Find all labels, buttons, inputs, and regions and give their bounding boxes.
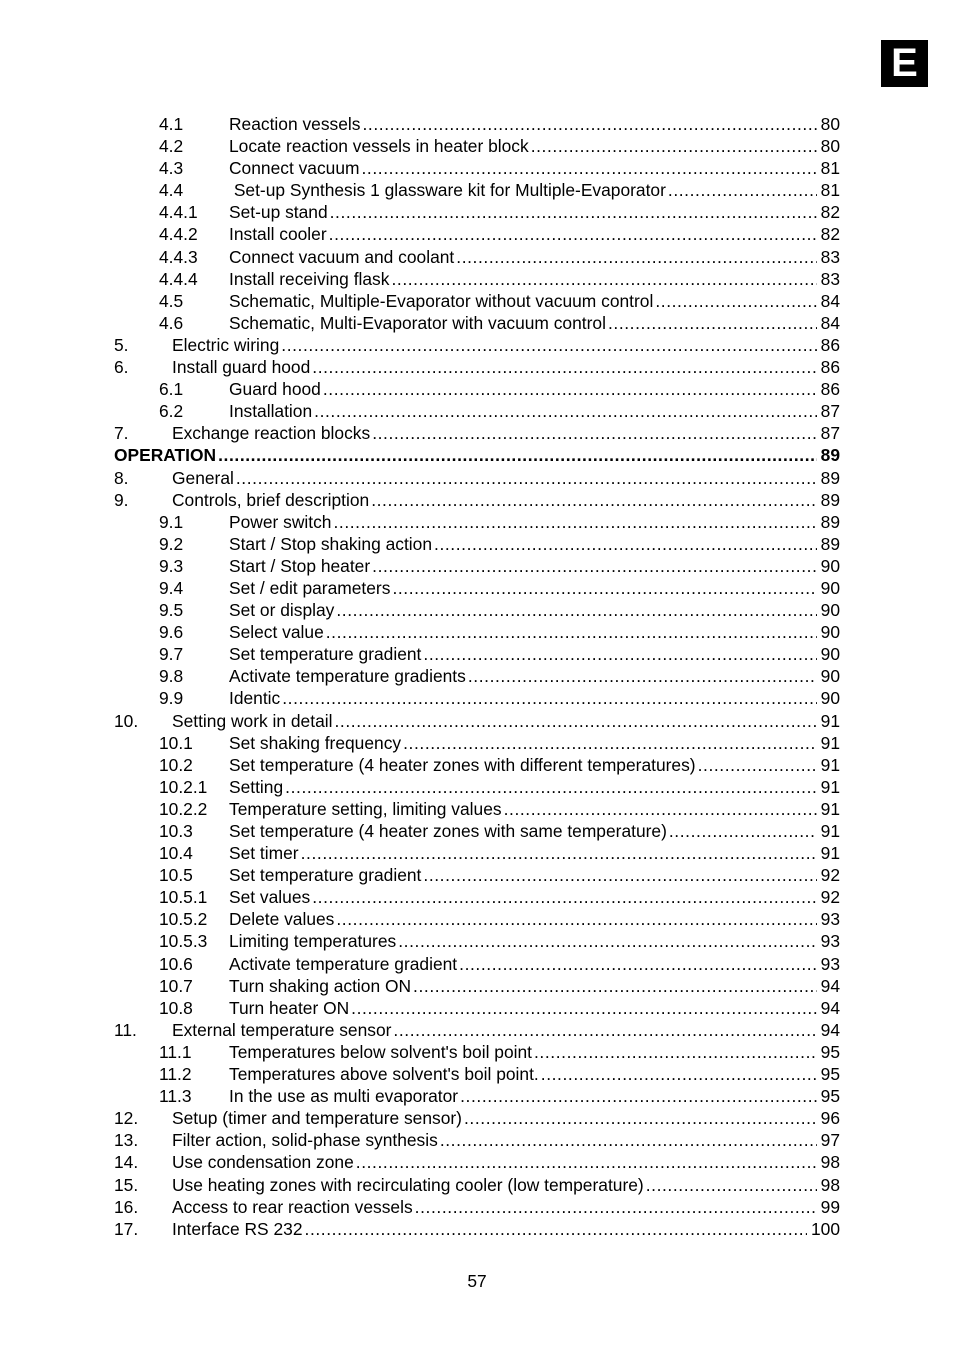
toc-entry-page: 89	[820, 467, 840, 488]
toc-entry-title: Limiting temperatures	[229, 931, 397, 952]
toc-dot-leader	[655, 290, 816, 312]
toc-entry-number: 4.4.3	[159, 246, 198, 267]
page-number: 57	[467, 1271, 487, 1291]
toc-entry	[0, 511, 954, 533]
toc-entry	[0, 356, 954, 378]
toc-dot-leader	[423, 643, 816, 665]
toc-entry-number: 10.5	[159, 865, 193, 886]
toc-dot-leader	[356, 1151, 817, 1173]
toc-entry-page: 86	[820, 334, 840, 355]
toc-entry-title: Set temperature (4 heater zones with same temperature)	[229, 821, 667, 841]
toc-entry-number: 4.4	[159, 180, 184, 201]
toc-entry-page: 91	[820, 798, 840, 819]
toc-entry-title: Delete values	[229, 909, 335, 930]
toc-entry-page: 80	[820, 114, 840, 134]
toc-entry	[0, 621, 954, 643]
toc-entry-title: Schematic, Multi-Evaporator with vacuum control	[229, 312, 606, 333]
toc-entry-number: 10.4	[159, 843, 193, 864]
toc-entry-page: 81	[820, 180, 840, 201]
toc-dot-leader	[413, 975, 817, 997]
toc-entry	[0, 312, 954, 334]
language-tab: E	[881, 40, 928, 87]
toc-dot-leader	[646, 1174, 817, 1196]
toc-entry-page: 86	[820, 379, 840, 400]
toc-entry-page: 87	[820, 401, 840, 422]
toc-dot-leader	[440, 1129, 817, 1151]
toc-entry-page: 98	[820, 1174, 840, 1195]
toc-entry	[0, 444, 954, 466]
toc-entry-title: Set temperature gradient	[229, 644, 422, 665]
toc-entry-page: 94	[820, 1019, 840, 1040]
toc-entry-page: 89	[820, 533, 840, 554]
toc-entry-page: 82	[820, 224, 840, 245]
toc-entry-title: Use condensation zone	[172, 1152, 354, 1173]
toc-entry-page: 89	[820, 445, 840, 466]
toc-entry-number: 8.	[114, 467, 129, 488]
toc-dot-leader	[351, 997, 816, 1019]
toc-entry-number: 10.6	[159, 953, 193, 974]
toc-dot-leader	[415, 1196, 817, 1218]
toc-entry	[0, 930, 954, 952]
toc-dot-leader	[459, 953, 817, 975]
toc-entry	[0, 1041, 954, 1063]
toc-entry-number: 6.	[114, 357, 129, 378]
toc-dot-leader	[301, 842, 817, 864]
toc-entry	[0, 754, 954, 776]
toc-dot-leader	[334, 710, 816, 732]
toc-entry-page: 93	[820, 953, 840, 974]
toc-entry-number: 6.2	[159, 401, 184, 422]
toc-entry	[0, 665, 954, 687]
toc-entry-number: 4.2	[159, 136, 184, 157]
toc-dot-leader	[312, 886, 816, 908]
toc-dot-leader	[336, 908, 816, 930]
toc-entry-title: Turn shaking action ON	[229, 975, 412, 996]
toc-entry	[0, 1063, 954, 1085]
toc-entry-number: 14.	[114, 1152, 139, 1173]
toc-entry-number: 15.	[114, 1174, 139, 1195]
toc-entry	[0, 687, 954, 709]
toc-dot-leader	[534, 1041, 817, 1063]
toc-entry-number: 4.4.2	[159, 224, 198, 245]
toc-entry-number: 10.7	[159, 975, 193, 996]
toc-entry-title: Set values	[229, 887, 311, 908]
toc-entry	[0, 710, 954, 732]
toc-entry-title: Install guard hood	[172, 357, 311, 378]
toc-entry-page: 91	[820, 710, 840, 731]
toc-entry	[0, 1151, 954, 1173]
toc-entry-page: 87	[820, 423, 840, 444]
toc-entry	[0, 776, 954, 798]
toc-entry-number: 9.	[114, 489, 129, 510]
toc-dot-leader	[372, 555, 817, 577]
toc-entry	[0, 908, 954, 930]
toc-entry-number: 7.	[114, 423, 129, 444]
toc-entry-number: 4.5	[159, 290, 184, 311]
toc-entry-number: 10.2.2	[159, 798, 208, 819]
toc-entry	[0, 489, 954, 511]
toc-entry-number: 9.5	[159, 600, 184, 621]
toc-entry-title: OPERATION	[114, 445, 217, 466]
toc-dot-leader	[312, 356, 816, 378]
toc-entry	[0, 467, 954, 489]
toc-entry-title: Connect vacuum	[229, 158, 360, 179]
toc-entry-page: 90	[820, 688, 840, 709]
toc-entry-title: Guard hood	[229, 379, 321, 400]
toc-entry-page: 89	[820, 489, 840, 510]
toc-entry-title: Setup (timer and temperature sensor)	[172, 1108, 462, 1129]
toc-entry-title: Locate reaction vessels in heater block	[229, 136, 529, 157]
toc-dot-leader	[464, 1107, 817, 1129]
toc-dot-leader	[329, 223, 817, 245]
toc-entry-number: 9.8	[159, 666, 184, 687]
toc-entry-title: Set-up stand	[229, 202, 328, 223]
toc-entry-page: 93	[820, 931, 840, 952]
toc-entry-number: 9.3	[159, 555, 184, 576]
toc-dot-leader	[305, 1218, 807, 1240]
toc-entry-title: Temperature setting, limiting values	[229, 798, 502, 819]
toc-entry	[0, 1107, 954, 1129]
toc-entry-number: 4.4.4	[159, 268, 198, 289]
toc-dot-leader	[323, 378, 817, 400]
toc-dot-leader	[285, 776, 817, 798]
toc-entry	[0, 975, 954, 997]
toc-entry	[0, 643, 954, 665]
toc-entry	[0, 113, 954, 135]
toc-dot-leader	[391, 268, 816, 290]
toc-entry-title: Identic	[229, 688, 281, 709]
toc-entry	[0, 157, 954, 179]
toc-entry	[0, 1129, 954, 1151]
toc-entry-page: 91	[820, 843, 840, 864]
toc-entry-title: Exchange reaction blocks	[172, 423, 371, 444]
toc-entry	[0, 599, 954, 621]
toc-entry-number: 17.	[114, 1218, 139, 1239]
toc-entry	[0, 179, 954, 201]
toc-dot-leader	[218, 444, 817, 466]
toc-entry-number: 10.1	[159, 732, 193, 753]
toc-entry-title: Use heating zones with recirculating cooler (low temperature)	[172, 1174, 644, 1195]
toc-entry	[0, 201, 954, 223]
toc-dot-leader	[282, 687, 816, 709]
toc-dot-leader	[362, 113, 816, 135]
toc-entry-number: 9.2	[159, 533, 184, 554]
toc-entry-number: 6.1	[159, 379, 184, 400]
toc-entry	[0, 422, 954, 444]
toc-entry-page: 98	[820, 1152, 840, 1173]
toc-entry-page: 91	[820, 754, 840, 775]
toc-dot-leader	[468, 665, 817, 687]
toc-entry	[0, 135, 954, 157]
toc-entry-page: 94	[820, 975, 840, 996]
toc-entry-page: 96	[820, 1108, 840, 1129]
toc-entry	[0, 732, 954, 754]
toc-entry-page: 83	[820, 246, 840, 267]
toc-entry-page: 99	[820, 1196, 840, 1217]
toc-entry-title: Turn heater ON	[229, 997, 350, 1018]
toc-entry-page: 80	[820, 136, 840, 157]
toc-entry-title: Set shaking frequency	[229, 732, 402, 753]
toc-entry-page: 86	[820, 357, 840, 378]
toc-dot-leader	[281, 334, 816, 356]
toc-entry	[0, 533, 954, 555]
toc-entry-title: Install receiving flask	[229, 268, 390, 289]
toc-dot-leader	[398, 930, 816, 952]
toc-entry-page: 95	[820, 1064, 840, 1085]
toc-dot-leader	[541, 1063, 817, 1085]
table-of-contents	[0, 113, 954, 1240]
toc-entry-page: 89	[820, 511, 840, 532]
toc-entry	[0, 577, 954, 599]
toc-entry-page: 97	[820, 1130, 840, 1151]
toc-dot-leader	[236, 467, 817, 489]
toc-entry	[0, 1019, 954, 1041]
toc-entry-title: Temperatures below solvent's boil point	[229, 1041, 532, 1062]
toc-entry	[0, 953, 954, 975]
toc-entry-title: Set temperature (4 heater zones with different temperatures)	[229, 754, 696, 775]
toc-entry-title: Setting work in detail	[172, 710, 333, 731]
toc-entry-page: 91	[820, 732, 840, 753]
toc-entry	[0, 223, 954, 245]
toc-entry-title: Set temperature gradient	[229, 865, 422, 886]
toc-entry-title: Start / Stop heater	[229, 555, 371, 576]
toc-entry-number: 5.	[114, 334, 129, 355]
toc-entry-number: 11.3	[159, 1086, 192, 1107]
toc-entry-title: Select value	[229, 622, 324, 643]
toc-entry-number: 10.2	[159, 754, 193, 775]
toc-dot-leader	[608, 312, 817, 334]
toc-entry-title: In the use as multi evaporator	[229, 1086, 459, 1107]
toc-entry-number: 9.9	[159, 688, 184, 709]
toc-dot-leader	[434, 533, 817, 555]
toc-entry-page: 93	[820, 909, 840, 930]
toc-entry-title: Set-up Synthesis 1 glassware kit for Multiple-Evaporator	[229, 180, 666, 201]
toc-entry-page: 90	[820, 577, 840, 598]
toc-entry-title: Reaction vessels	[229, 114, 361, 134]
toc-entry-title: Schematic, Multiple-Evaporator without vacuum control	[229, 290, 654, 311]
toc-dot-leader	[423, 864, 816, 886]
toc-entry-number: 4.4.1	[159, 202, 198, 223]
toc-entry	[0, 842, 954, 864]
toc-entry-number: 13.	[114, 1130, 139, 1151]
toc-entry-page: 95	[820, 1041, 840, 1062]
toc-dot-leader	[504, 798, 817, 820]
toc-entry-number: 11.	[114, 1019, 137, 1040]
toc-entry-page: 84	[820, 290, 840, 311]
toc-entry	[0, 290, 954, 312]
toc-entry-page: 90	[820, 600, 840, 621]
toc-entry-number: 9.6	[159, 622, 184, 643]
toc-dot-leader	[314, 400, 817, 422]
toc-entry-page: 82	[820, 202, 840, 223]
toc-entry-number: 10.3	[159, 821, 193, 841]
toc-dot-leader	[330, 201, 817, 223]
toc-entry-page: 83	[820, 268, 840, 289]
toc-entry-title: Access to rear reaction vessels	[172, 1196, 413, 1217]
toc-entry	[0, 997, 954, 1019]
toc-entry-number: 4.3	[159, 158, 184, 179]
toc-dot-leader	[531, 135, 817, 157]
toc-entry-page: 90	[820, 622, 840, 643]
toc-entry	[0, 1196, 954, 1218]
toc-entry	[0, 246, 954, 268]
toc-entry-number: 10.	[114, 710, 139, 731]
toc-dot-leader	[326, 621, 817, 643]
toc-dot-leader	[392, 577, 816, 599]
toc-entry-title: Setting	[229, 776, 284, 797]
toc-entry-number: 10.2.1	[159, 776, 208, 797]
toc-entry-number: 10.8	[159, 997, 193, 1018]
toc-entry-title: Electric wiring	[172, 334, 280, 355]
toc-entry-page: 90	[820, 644, 840, 665]
toc-entry-number: 9.7	[159, 644, 184, 665]
toc-entry-number: 9.1	[159, 511, 184, 532]
toc-dot-leader	[333, 511, 816, 533]
toc-entry-title: Activate temperature gradient	[229, 953, 458, 974]
toc-entry-title: General	[172, 467, 234, 488]
toc-entry-page: 91	[820, 776, 840, 797]
toc-entry-title: Interface RS 232	[172, 1218, 303, 1239]
toc-entry-number: 9.4	[159, 577, 184, 598]
toc-entry	[0, 798, 954, 820]
toc-entry-number: 4.1	[159, 114, 184, 134]
toc-dot-leader	[456, 246, 816, 268]
toc-dot-leader	[393, 1019, 816, 1041]
toc-entry-page: 84	[820, 312, 840, 333]
toc-entry	[0, 886, 954, 908]
toc-entry-page: 100	[810, 1218, 840, 1239]
toc-dot-leader	[669, 820, 817, 842]
toc-entry-number: 10.5.2	[159, 909, 208, 930]
toc-dot-leader	[668, 179, 817, 201]
toc-entry-page: 90	[820, 555, 840, 576]
toc-dot-leader	[371, 489, 816, 511]
toc-entry	[0, 555, 954, 577]
toc-entry-title: Install cooler	[229, 224, 327, 245]
toc-entry-title: Set timer	[229, 843, 299, 864]
toc-entry-title: Set or display	[229, 600, 335, 621]
toc-entry	[0, 820, 954, 842]
toc-entry-number: 11.2	[159, 1064, 192, 1085]
toc-dot-leader	[698, 754, 817, 776]
toc-entry-number: 10.5.3	[159, 931, 208, 952]
toc-dot-leader	[362, 157, 817, 179]
toc-entry	[0, 268, 954, 290]
toc-dot-leader	[372, 422, 816, 444]
toc-entry-title: Controls, brief description	[172, 489, 370, 510]
toc-entry-page: 95	[820, 1086, 840, 1107]
toc-entry-title: Temperatures above solvent's boil point.	[229, 1064, 539, 1085]
toc-entry	[0, 378, 954, 400]
toc-entry-title: Connect vacuum and coolant	[229, 246, 455, 267]
toc-entry-page: 94	[820, 997, 840, 1018]
toc-entry-page: 91	[820, 821, 840, 841]
toc-entry-number: 11.1	[159, 1041, 192, 1062]
toc-entry-number: 12.	[114, 1108, 139, 1129]
toc-entry	[0, 864, 954, 886]
toc-entry-number: 4.6	[159, 312, 184, 333]
toc-entry-number: 16.	[114, 1196, 139, 1217]
toc-entry-title: Set / edit parameters	[229, 577, 391, 598]
toc-entry-page: 92	[820, 887, 840, 908]
toc-entry-title: Installation	[229, 401, 313, 422]
toc-dot-leader	[403, 732, 817, 754]
toc-dot-leader	[336, 599, 816, 621]
toc-entry-title: Power switch	[229, 511, 332, 532]
toc-dot-leader	[460, 1085, 817, 1107]
toc-entry	[0, 1218, 954, 1240]
toc-entry	[0, 1085, 954, 1107]
toc-entry-title: External temperature sensor	[172, 1019, 392, 1040]
toc-entry	[0, 400, 954, 422]
toc-entry-page: 92	[820, 865, 840, 886]
toc-entry-number: 10.5.1	[159, 887, 208, 908]
toc-entry-title: Filter action, solid-phase synthesis	[172, 1130, 438, 1151]
toc-entry-page: 90	[820, 666, 840, 687]
toc-entry-title: Start / Stop shaking action	[229, 533, 433, 554]
toc-entry-page: 81	[820, 158, 840, 179]
toc-entry	[0, 334, 954, 356]
toc-entry-title: Activate temperature gradients	[229, 666, 466, 687]
toc-entry	[0, 1174, 954, 1196]
